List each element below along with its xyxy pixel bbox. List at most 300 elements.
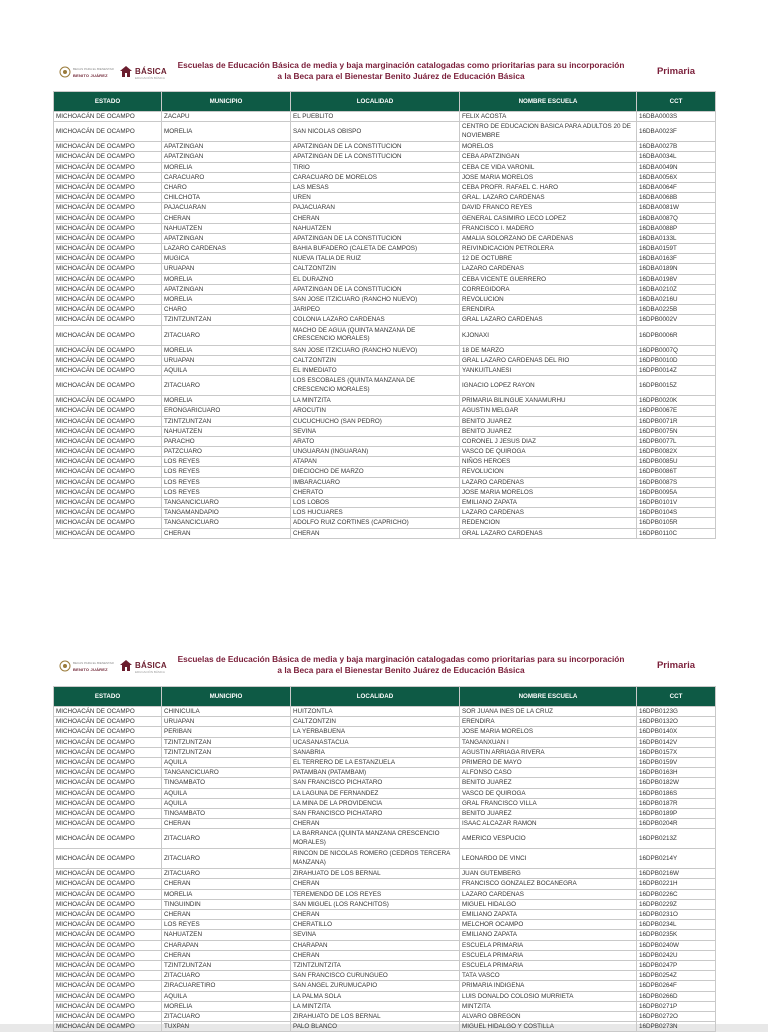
cell-estado: MICHOACÁN DE OCAMPO — [54, 365, 162, 375]
cell-localidad: CHERAN — [291, 528, 460, 538]
cell-estado: MICHOACÁN DE OCAMPO — [54, 213, 162, 223]
table-row — [54, 203, 716, 213]
cell-municipio: NAHUATZEN — [162, 930, 291, 940]
cell-cct: 16DBA0088P — [637, 223, 716, 233]
cell-municipio: ZITACUARO — [162, 849, 291, 869]
cell-nombre-escuela: LAZARO CARDENAS — [460, 477, 637, 487]
cell-municipio: CHILCHOTA — [162, 193, 291, 203]
table-row — [54, 508, 716, 518]
cell-localidad: ZIRAHUATO DE LOS BERNAL — [291, 869, 460, 879]
table-row — [54, 213, 716, 223]
cell-cct: 16DPB0213Z — [637, 829, 716, 849]
cell-nombre-escuela: JOSE MARIA MORELOS — [460, 487, 637, 497]
cell-localidad: LAS MESAS — [291, 182, 460, 192]
cell-estado: MICHOACÁN DE OCAMPO — [54, 487, 162, 497]
cell-localidad: SAN JOSE ITZICUARO (RANCHO NUEVO) — [291, 295, 460, 305]
cell-localidad: LOS ESCOBALES (QUINTA MANZANA DE CRESCENCIO MORALES) — [291, 376, 460, 396]
cell-nombre-escuela: SOR JUANA INES DE LA CRUZ — [460, 707, 637, 717]
cell-localidad: CHARAPAN — [291, 940, 460, 950]
cell-localidad: ZIRAHUATO DE LOS BERNAL — [291, 1011, 460, 1021]
cell-localidad: CHERAN — [291, 819, 460, 829]
table-row — [54, 112, 716, 122]
table-row — [54, 233, 716, 243]
cell-localidad: LOS HUCUARES — [291, 508, 460, 518]
cell-municipio: TINGUINDIN — [162, 899, 291, 909]
cell-localidad: SEVINA — [291, 930, 460, 940]
cell-nombre-escuela: CORONEL J JESUS DIAZ — [460, 436, 637, 446]
cell-cct: 16DBA0133L — [637, 233, 716, 243]
table-row — [54, 193, 716, 203]
cell-cct: 16DPB0247P — [637, 960, 716, 970]
schools-table — [53, 91, 716, 539]
table-row — [54, 727, 716, 737]
table-row — [54, 182, 716, 192]
cell-estado: MICHOACÁN DE OCAMPO — [54, 203, 162, 213]
cell-nombre-escuela: REVOLUCION — [460, 467, 637, 477]
cell-localidad: CARACUARO DE MORELOS — [291, 172, 460, 182]
cell-nombre-escuela: ALFONSO CASO — [460, 768, 637, 778]
cell-municipio: APATZINGAN — [162, 284, 291, 294]
cell-cct: 16DBA0210Z — [637, 284, 716, 294]
cell-estado: MICHOACÁN DE OCAMPO — [54, 757, 162, 767]
cell-estado: MICHOACÁN DE OCAMPO — [54, 717, 162, 727]
cell-localidad: NAHUATZEN — [291, 223, 460, 233]
government-seal-icon — [59, 659, 71, 673]
cell-localidad: TIRIO — [291, 162, 460, 172]
table-row — [54, 457, 716, 467]
cell-municipio: LAZARO CARDENAS — [162, 244, 291, 254]
cell-municipio: URUAPAN — [162, 717, 291, 727]
table-row — [54, 416, 716, 426]
cell-nombre-escuela: TATA VASCO — [460, 971, 637, 981]
cell-municipio: CHERAN — [162, 950, 291, 960]
column-header-nombre-escuela: NOMBRE ESCUELA — [460, 92, 637, 112]
cell-nombre-escuela: BENITO JUAREZ — [460, 808, 637, 818]
cell-municipio: ZITACUARO — [162, 376, 291, 396]
table-row — [54, 223, 716, 233]
cell-municipio: CHERAN — [162, 879, 291, 889]
table-row — [54, 788, 716, 798]
cell-municipio: AQUILA — [162, 757, 291, 767]
cell-estado: MICHOACÁN DE OCAMPO — [54, 305, 162, 315]
cell-cct: 16DPB0140X — [637, 727, 716, 737]
cell-estado: MICHOACÁN DE OCAMPO — [54, 162, 162, 172]
cell-localidad: LA LAGUNA DE FERNANDEZ — [291, 788, 460, 798]
cell-nombre-escuela: LEONARDO DE VINCI — [460, 849, 637, 869]
cell-nombre-escuela: DAVID FRANCO REYES — [460, 203, 637, 213]
document-title — [163, 60, 639, 82]
cell-municipio: TZINTZUNTZAN — [162, 416, 291, 426]
cell-localidad: JARIPEO — [291, 305, 460, 315]
cell-cct: 16DBA0023F — [637, 122, 716, 142]
document-page-2 — [0, 598, 768, 1031]
cell-nombre-escuela: BENITO JUAREZ — [460, 426, 637, 436]
cell-localidad: LA MINTZITA — [291, 1001, 460, 1011]
cell-nombre-escuela: REIVINDICACION PETROLERA — [460, 244, 637, 254]
logo-basica-caption: EDUCACIÓN BÁSICA — [135, 670, 165, 674]
cell-cct: 16DPB0216W — [637, 869, 716, 879]
cell-localidad: EL DURAZNO — [291, 274, 460, 284]
cell-nombre-escuela: NIÑOS HEROES — [460, 457, 637, 467]
cell-nombre-escuela: AGUSTIN ARRIAGA RIVERA — [460, 747, 637, 757]
column-header-estado: ESTADO — [54, 92, 162, 112]
table-row — [54, 971, 716, 981]
cell-localidad: APATZINGAN DE LA CONSTITUCION — [291, 142, 460, 152]
cell-municipio: APATZINGAN — [162, 142, 291, 152]
table-row — [54, 355, 716, 365]
cell-cct: 16DBA0225B — [637, 305, 716, 315]
cell-estado: MICHOACÁN DE OCAMPO — [54, 426, 162, 436]
cell-cct: 16DPB0014Z — [637, 365, 716, 375]
table-row — [54, 365, 716, 375]
cell-cct: 16DPB0163H — [637, 768, 716, 778]
cell-localidad: SAN JOSE ITZICUARO (RANCHO NUEVO) — [291, 345, 460, 355]
table-row — [54, 849, 716, 869]
cell-localidad: PATAMBAN (PATAMBAM) — [291, 768, 460, 778]
cell-nombre-escuela: CEBA VICENTE GUERRERO — [460, 274, 637, 284]
cell-municipio: CHERAN — [162, 819, 291, 829]
cell-cct: 16DPB0242U — [637, 950, 716, 960]
cell-localidad: EL TERRERO DE LA ESTANZUELA — [291, 757, 460, 767]
cell-estado: MICHOACÁN DE OCAMPO — [54, 274, 162, 284]
table-row — [54, 798, 716, 808]
table-row — [54, 778, 716, 788]
cell-municipio: MORELIA — [162, 274, 291, 284]
table-row — [54, 315, 716, 325]
cell-municipio: CHERAN — [162, 528, 291, 538]
cell-estado: MICHOACÁN DE OCAMPO — [54, 518, 162, 528]
cell-municipio: TANGANCICUARO — [162, 518, 291, 528]
cell-localidad: CHERATILLO — [291, 920, 460, 930]
cell-nombre-escuela: ALVARO OBREGON — [460, 1011, 637, 1021]
cell-estado: MICHOACÁN DE OCAMPO — [54, 325, 162, 345]
table-row — [54, 122, 716, 142]
cell-cct: 16DPB0082X — [637, 447, 716, 457]
cell-localidad: SAN ANGEL ZURUMUCAPIO — [291, 981, 460, 991]
cell-cct: 16DPB0226C — [637, 889, 716, 899]
cell-municipio: NAHUATZEN — [162, 223, 291, 233]
cell-estado: MICHOACÁN DE OCAMPO — [54, 193, 162, 203]
cell-municipio: LOS REYES — [162, 920, 291, 930]
cell-estado: MICHOACÁN DE OCAMPO — [54, 508, 162, 518]
cell-localidad: TZINTZUNTZITA — [291, 960, 460, 970]
cell-cct: 16DPB0132O — [637, 717, 716, 727]
table-row — [54, 829, 716, 849]
cell-municipio: CHERAN — [162, 213, 291, 223]
cell-nombre-escuela: REDENCION — [460, 518, 637, 528]
cell-estado: MICHOACÁN DE OCAMPO — [54, 910, 162, 920]
cell-estado: MICHOACÁN DE OCAMPO — [54, 808, 162, 818]
title-line-1: Escuelas de Educación Básica de media y baja marginación catalogadas como prioritarias para su incorporación — [177, 60, 625, 70]
cell-estado: MICHOACÁN DE OCAMPO — [54, 869, 162, 879]
cell-nombre-escuela: GRAL LAZARO CARDENAS — [460, 315, 637, 325]
cell-municipio: AQUILA — [162, 365, 291, 375]
school-house-icon — [119, 659, 133, 673]
cell-estado: MICHOACÁN DE OCAMPO — [54, 930, 162, 940]
cell-nombre-escuela: CORREGIDORA — [460, 284, 637, 294]
cell-estado: MICHOACÁN DE OCAMPO — [54, 467, 162, 477]
cell-estado: MICHOACÁN DE OCAMPO — [54, 798, 162, 808]
cell-localidad: LA BARRANCA (QUINTA MANZANA CRESCENCIO MORALES) — [291, 829, 460, 849]
cell-nombre-escuela: 12 DE OCTUBRE — [460, 254, 637, 264]
cell-municipio: MORELIA — [162, 162, 291, 172]
cell-municipio: TUXPAN — [162, 1022, 291, 1032]
cell-localidad: RINCON DE NICOLAS ROMERO (CEDROS TERCERA MANZANA) — [291, 849, 460, 869]
cell-nombre-escuela: BENITO JUAREZ — [460, 416, 637, 426]
table-row — [54, 518, 716, 528]
cell-municipio: APATZINGAN — [162, 233, 291, 243]
column-header-localidad: LOCALIDAD — [291, 687, 460, 707]
cell-nombre-escuela: BENITO JUAREZ — [460, 778, 637, 788]
school-house-icon — [119, 65, 133, 79]
cell-municipio: NAHUATZEN — [162, 426, 291, 436]
cell-nombre-escuela: MORELOS — [460, 142, 637, 152]
cell-municipio: TANGANCICUARO — [162, 498, 291, 508]
table-row — [54, 528, 716, 538]
table-row — [54, 376, 716, 396]
logo-group — [59, 658, 167, 676]
cell-cct: 16DPB0075N — [637, 426, 716, 436]
cell-municipio: TZINTZUNTZAN — [162, 747, 291, 757]
table-row — [54, 274, 716, 284]
cell-nombre-escuela: JOSE MARIA MORELOS — [460, 727, 637, 737]
cell-estado: MICHOACÁN DE OCAMPO — [54, 152, 162, 162]
cell-cct: 16DPB0010D — [637, 355, 716, 365]
logo-becas-caption: BECAS PARA EL BIENESTAR — [73, 661, 114, 665]
table-header-row — [54, 687, 716, 707]
cell-municipio: MUGICA — [162, 254, 291, 264]
cell-municipio: CHINICUILA — [162, 707, 291, 717]
cell-estado: MICHOACÁN DE OCAMPO — [54, 960, 162, 970]
cell-cct: 16DBA0056X — [637, 172, 716, 182]
cell-estado: MICHOACÁN DE OCAMPO — [54, 950, 162, 960]
cell-cct: 16DPB0086T — [637, 467, 716, 477]
table-row — [54, 477, 716, 487]
cell-cct: 16DPB0240W — [637, 940, 716, 950]
cell-nombre-escuela: JOSE MARIA MORELOS — [460, 172, 637, 182]
table-row — [54, 889, 716, 899]
cell-localidad: CALTZONTZIN — [291, 264, 460, 274]
cell-estado: MICHOACÁN DE OCAMPO — [54, 991, 162, 1001]
column-header-cct: CCT — [637, 92, 716, 112]
cell-municipio: MORELIA — [162, 122, 291, 142]
cell-nombre-escuela: MELCHOR OCAMPO — [460, 920, 637, 930]
cell-cct: 16DPB0071R — [637, 416, 716, 426]
table-row — [54, 142, 716, 152]
table-row — [54, 1011, 716, 1021]
cell-cct: 16DPB0085U — [637, 457, 716, 467]
cell-cct: 16DPB0007Q — [637, 345, 716, 355]
cell-nombre-escuela: IGNACIO LOPEZ RAYON — [460, 376, 637, 396]
table-row — [54, 819, 716, 829]
cell-cct: 16DPB0159V — [637, 757, 716, 767]
table-row — [54, 991, 716, 1001]
cell-cct: 16DPB0087S — [637, 477, 716, 487]
cell-nombre-escuela: FRANCISCO GONZALEZ BOCANEGRA — [460, 879, 637, 889]
cell-estado: MICHOACÁN DE OCAMPO — [54, 233, 162, 243]
cell-cct: 16DPB0077L — [637, 436, 716, 446]
table-row — [54, 707, 716, 717]
cell-municipio: PARACHO — [162, 436, 291, 446]
cell-municipio: MORELIA — [162, 295, 291, 305]
cell-municipio: MORELIA — [162, 396, 291, 406]
cell-estado: MICHOACÁN DE OCAMPO — [54, 889, 162, 899]
cell-estado: MICHOACÁN DE OCAMPO — [54, 819, 162, 829]
cell-nombre-escuela: GRAL LAZARO CARDENAS DEL RIO — [460, 355, 637, 365]
cell-localidad: LA MINA DE LA PROVIDENCIA — [291, 798, 460, 808]
column-header-municipio: MUNICIPIO — [162, 687, 291, 707]
cell-cct: 16DPB0006R — [637, 325, 716, 345]
column-header-nombre-escuela: NOMBRE ESCUELA — [460, 687, 637, 707]
cell-cct: 16DPB0221H — [637, 879, 716, 889]
cell-estado: MICHOACÁN DE OCAMPO — [54, 376, 162, 396]
cell-nombre-escuela: EMILIANO ZAPATA — [460, 930, 637, 940]
cell-estado: MICHOACÁN DE OCAMPO — [54, 182, 162, 192]
cell-municipio: AQUILA — [162, 798, 291, 808]
cell-estado: MICHOACÁN DE OCAMPO — [54, 498, 162, 508]
cell-cct: 16DPB0020K — [637, 396, 716, 406]
cell-estado: MICHOACÁN DE OCAMPO — [54, 396, 162, 406]
cell-municipio: LOS REYES — [162, 477, 291, 487]
column-header-cct: CCT — [637, 687, 716, 707]
cell-nombre-escuela: ESCUELA PRIMARIA — [460, 950, 637, 960]
table-header-row — [54, 92, 716, 112]
cell-nombre-escuela: GRAL FRANCISCO VILLA — [460, 798, 637, 808]
table-row — [54, 717, 716, 727]
table-row — [54, 940, 716, 950]
table-row — [54, 950, 716, 960]
cell-municipio: LOS REYES — [162, 487, 291, 497]
cell-localidad: IMBARACUARO — [291, 477, 460, 487]
cell-estado: MICHOACÁN DE OCAMPO — [54, 768, 162, 778]
table-row — [54, 920, 716, 930]
cell-localidad: APATZINGAN DE LA CONSTITUCION — [291, 284, 460, 294]
cell-nombre-escuela: PRIMARIA INDIGENA — [460, 981, 637, 991]
column-header-localidad: LOCALIDAD — [291, 92, 460, 112]
cell-nombre-escuela: MINTZITA — [460, 1001, 637, 1011]
cell-localidad: CALTZONTZIN — [291, 355, 460, 365]
cell-estado: MICHOACÁN DE OCAMPO — [54, 940, 162, 950]
cell-localidad: SAN FRANCISCO PICHATARO — [291, 778, 460, 788]
cell-estado: MICHOACÁN DE OCAMPO — [54, 920, 162, 930]
cell-localidad: UNGUARAN (INGUARAN) — [291, 447, 460, 457]
table-row — [54, 960, 716, 970]
cell-estado: MICHOACÁN DE OCAMPO — [54, 112, 162, 122]
title-line-2: a la Beca para el Bienestar Benito Juárez de Educación Básica — [277, 71, 525, 81]
cell-cct: 16DPB0105R — [637, 518, 716, 528]
cell-estado: MICHOACÁN DE OCAMPO — [54, 315, 162, 325]
cell-nombre-escuela: MIGUEL HIDALGO — [460, 899, 637, 909]
cell-localidad: AROCUTIN — [291, 406, 460, 416]
cell-nombre-escuela: CENTRO DE EDUCACION BASICA PARA ADULTOS 20 DE NOVIEMBRE — [460, 122, 637, 142]
cell-nombre-escuela: VASCO DE QUIROGA — [460, 788, 637, 798]
cell-estado: MICHOACÁN DE OCAMPO — [54, 447, 162, 457]
cell-cct: 16DPB0271P — [637, 1001, 716, 1011]
cell-cct: 16DPB0123G — [637, 707, 716, 717]
table-row — [54, 930, 716, 940]
cell-cct: 16DPB0229Z — [637, 899, 716, 909]
table-row — [54, 264, 716, 274]
cell-municipio: ZITACUARO — [162, 1011, 291, 1021]
cell-localidad: CHERAN — [291, 213, 460, 223]
cell-cct: 16DPB0254Z — [637, 971, 716, 981]
school-level-label: Primaria — [656, 660, 695, 671]
cell-estado: MICHOACÁN DE OCAMPO — [54, 142, 162, 152]
table-row — [54, 447, 716, 457]
logo-benito-juarez: BENITO JUÁREZ — [73, 667, 108, 672]
table-row — [54, 325, 716, 345]
cell-localidad: PALO BLANCO — [291, 1022, 460, 1032]
cell-estado: MICHOACÁN DE OCAMPO — [54, 457, 162, 467]
cell-estado: MICHOACÁN DE OCAMPO — [54, 829, 162, 849]
cell-cct: 16DPB0189P — [637, 808, 716, 818]
cell-nombre-escuela: GRAL. LAZARO CARDENAS — [460, 193, 637, 203]
cell-nombre-escuela: AMALIA SOLORZANO DE CARDENAS — [460, 233, 637, 243]
table-row — [54, 879, 716, 889]
table-body — [54, 112, 716, 539]
cell-localidad: BAHIA BUFADERO (CALETA DE CAMPOS) — [291, 244, 460, 254]
cell-nombre-escuela: ERENDIRA — [460, 305, 637, 315]
cell-estado: MICHOACÁN DE OCAMPO — [54, 172, 162, 182]
cell-nombre-escuela: CEBA APATZINGAN — [460, 152, 637, 162]
table-row — [54, 244, 716, 254]
cell-localidad: LA YERBABUENA — [291, 727, 460, 737]
table-row — [54, 284, 716, 294]
cell-localidad: SAN MIGUEL (LOS RANCHITOS) — [291, 899, 460, 909]
cell-estado: MICHOACÁN DE OCAMPO — [54, 477, 162, 487]
cell-municipio: CHARAPAN — [162, 940, 291, 950]
cell-municipio: MORELIA — [162, 1001, 291, 1011]
schools-table — [53, 686, 716, 1032]
table-row — [54, 396, 716, 406]
cell-municipio: AQUILA — [162, 788, 291, 798]
table-row — [54, 757, 716, 767]
cell-localidad: CHERAN — [291, 879, 460, 889]
column-header-municipio: MUNICIPIO — [162, 92, 291, 112]
cell-estado: MICHOACÁN DE OCAMPO — [54, 1011, 162, 1021]
cell-localidad: PAJACUARAN — [291, 203, 460, 213]
cell-nombre-escuela: TANGANXUAN I — [460, 737, 637, 747]
cell-cct: 16DBA0049N — [637, 162, 716, 172]
cell-estado: MICHOACÁN DE OCAMPO — [54, 264, 162, 274]
government-seal-icon — [59, 65, 71, 79]
cell-nombre-escuela: PRIMARIA BILINGUE XANAMURHU — [460, 396, 637, 406]
cell-nombre-escuela: LAZARO CARDENAS — [460, 889, 637, 899]
cell-municipio: LOS REYES — [162, 457, 291, 467]
cell-cct: 16DPB0157X — [637, 747, 716, 757]
cell-estado: MICHOACÁN DE OCAMPO — [54, 737, 162, 747]
cell-cct: 16DPB0214Y — [637, 849, 716, 869]
cell-nombre-escuela: AMERICO VESPUCIO — [460, 829, 637, 849]
cell-estado: MICHOACÁN DE OCAMPO — [54, 778, 162, 788]
cell-municipio: ERONGARICUARO — [162, 406, 291, 416]
cell-nombre-escuela: GENERAL CASIMIRO LECO LOPEZ — [460, 213, 637, 223]
cell-localidad: ATAPAN — [291, 457, 460, 467]
cell-cct: 16DBA0163F — [637, 254, 716, 264]
cell-cct: 16DPB0015Z — [637, 376, 716, 396]
cell-localidad: NUEVA ITALIA DE RUIZ — [291, 254, 460, 264]
table-row — [54, 426, 716, 436]
cell-cct: 16DPB0204R — [637, 819, 716, 829]
cell-municipio: PAJACUARAN — [162, 203, 291, 213]
cell-estado: MICHOACÁN DE OCAMPO — [54, 747, 162, 757]
cell-municipio: TZINTZUNTZAN — [162, 960, 291, 970]
cell-estado: MICHOACÁN DE OCAMPO — [54, 284, 162, 294]
cell-municipio: CARACUARO — [162, 172, 291, 182]
column-header-estado: ESTADO — [54, 687, 162, 707]
cell-municipio: TANGANCICUARO — [162, 768, 291, 778]
cell-localidad: SANABRIA — [291, 747, 460, 757]
